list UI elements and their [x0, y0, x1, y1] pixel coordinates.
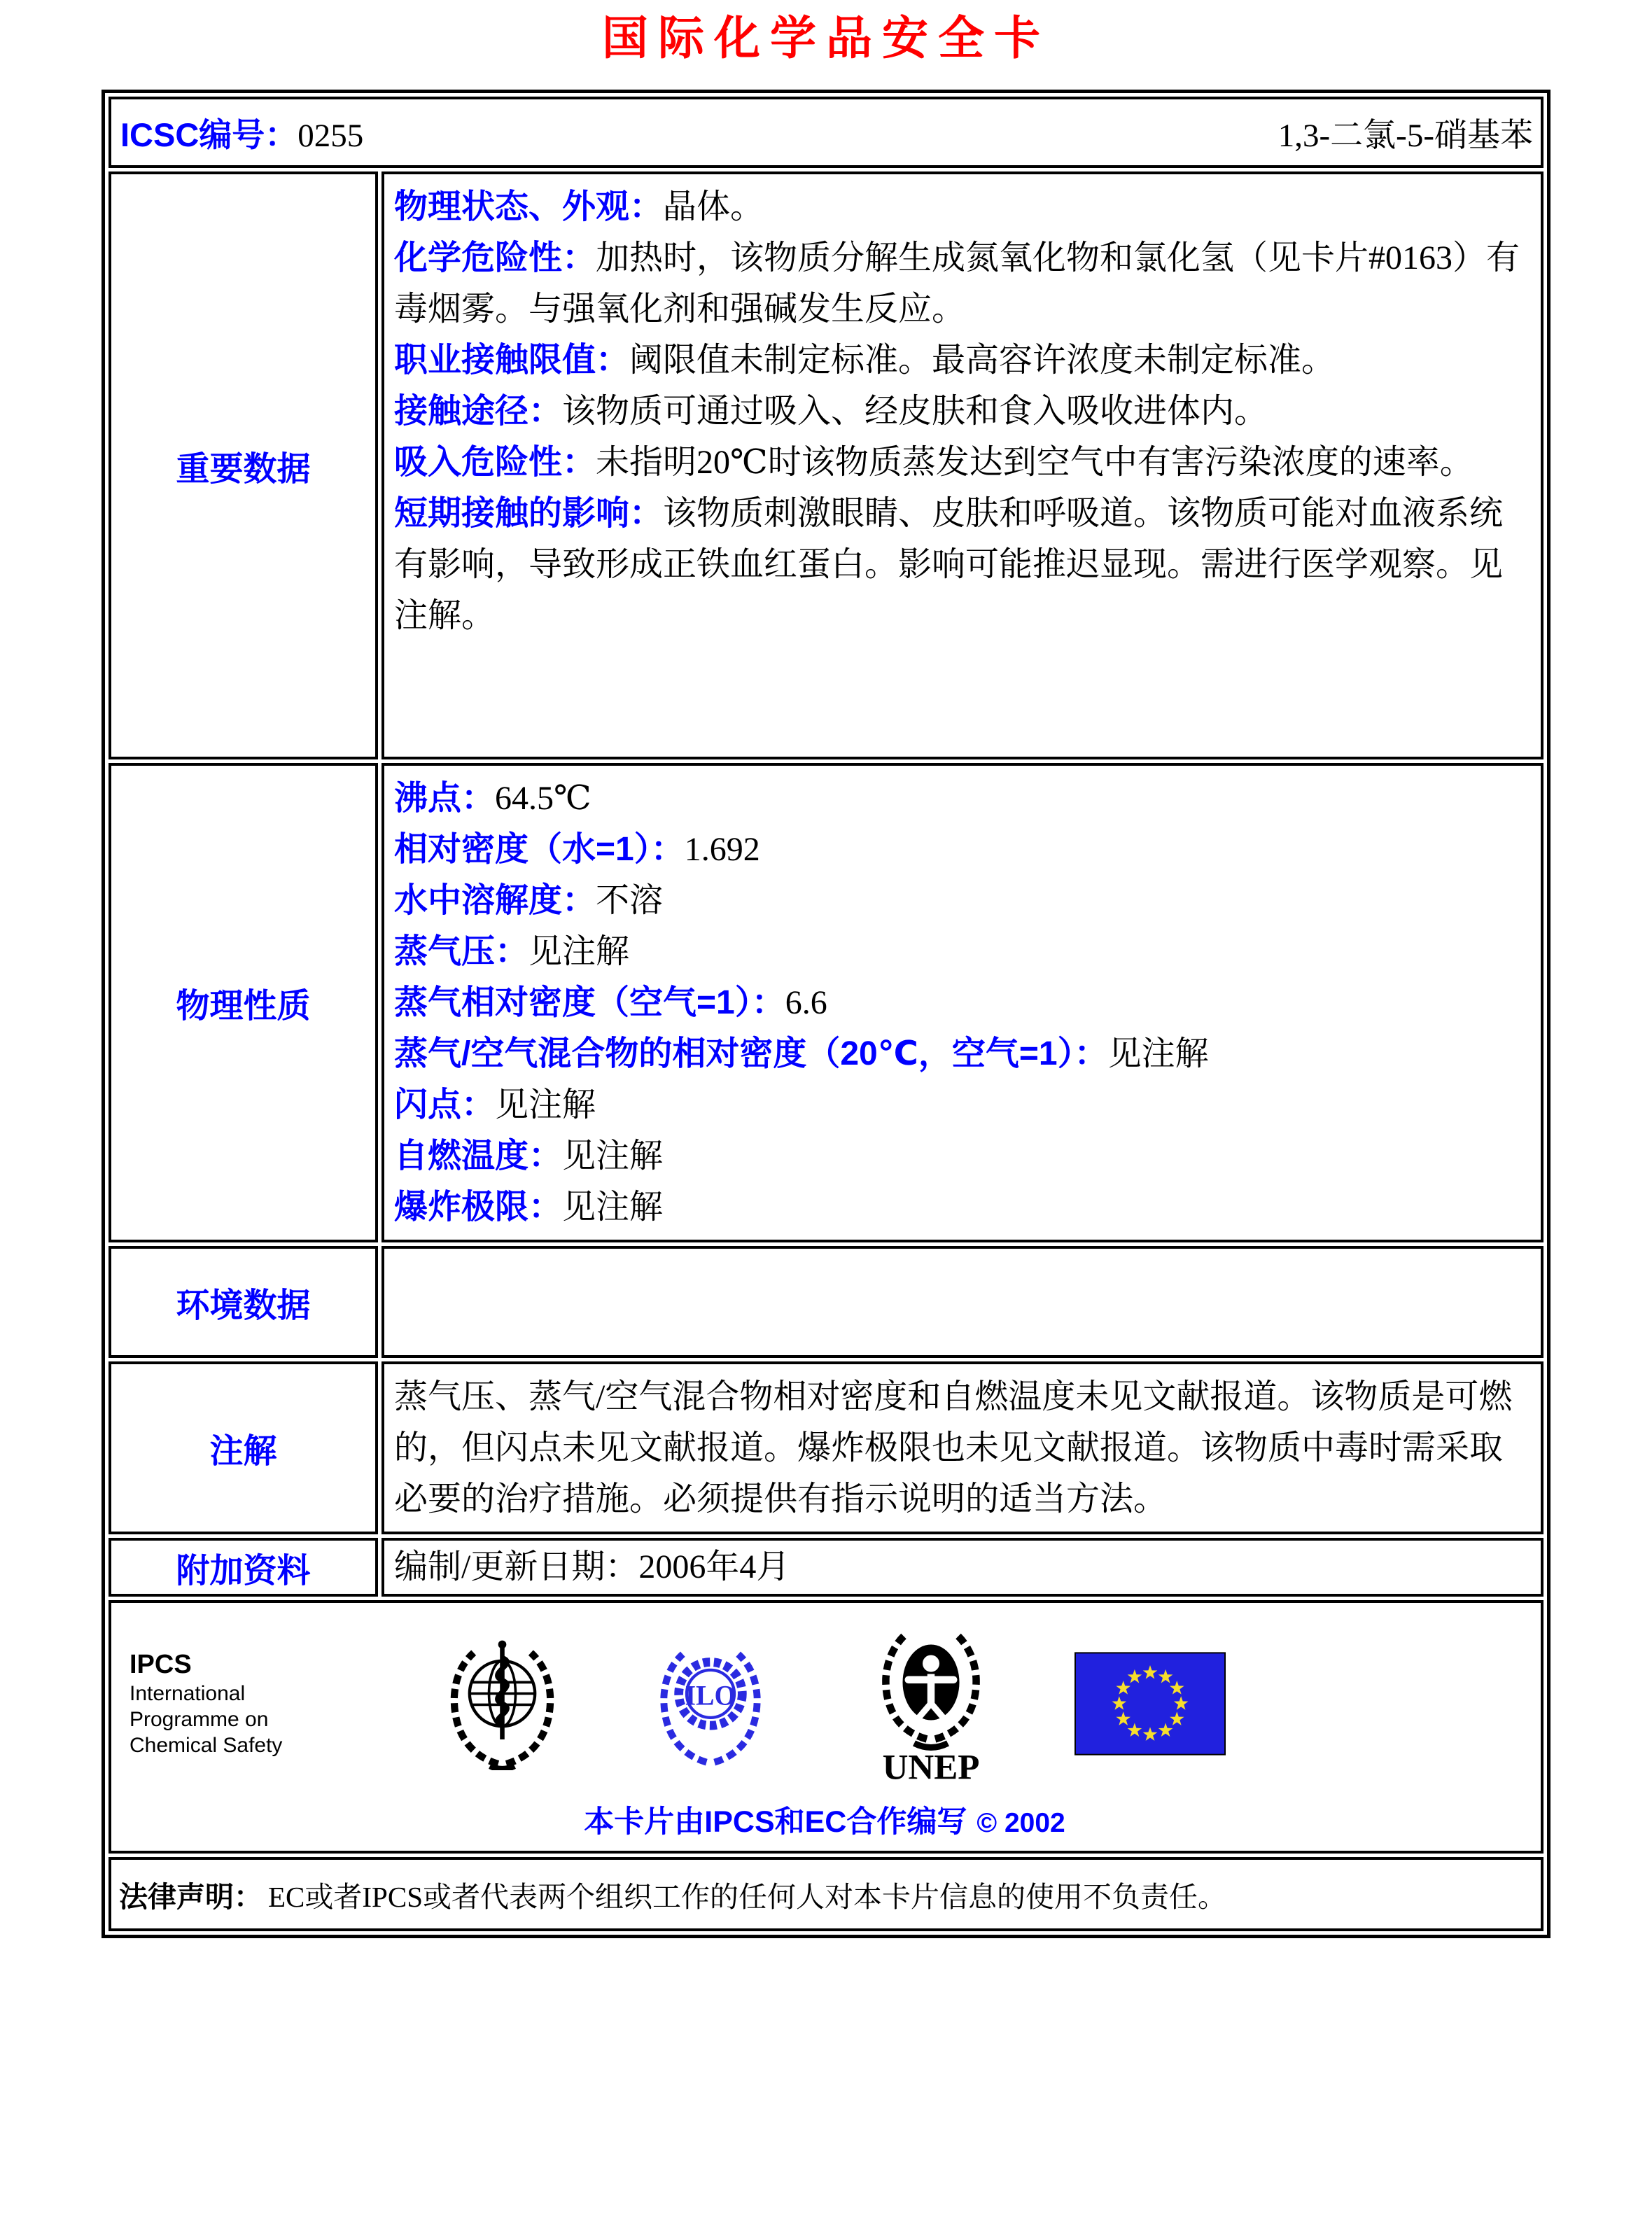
field-row [394, 1028, 1531, 1079]
field-value: 见注解 [562, 1189, 664, 1226]
field-label: 蒸气压： [394, 933, 529, 970]
unep-wordmark: UNEP [882, 1748, 980, 1786]
field-label: 闪点： [394, 1086, 496, 1123]
field-label: 自燃温度： [394, 1137, 563, 1175]
section-label-physical-properties: 物理性质 [108, 763, 378, 1242]
section-label-important-data: 重要数据 [108, 171, 378, 759]
chemical-name: 1,3-二氯-5-硝基苯 [1278, 117, 1533, 154]
field-label: 沸点： [394, 780, 496, 817]
page-title: 国际化学品安全卡 [602, 12, 1050, 64]
legal-row [108, 1857, 1544, 1931]
field-row [394, 488, 1531, 641]
field-value: 该物质刺激眼睛、皮肤和呼吸道。该物质可能对血液系统有影响，导致形成正铁血红蛋白。影响可能推迟显现。需进行医学观察。见注解。 [394, 495, 1504, 634]
field-label: 水中溶解度： [394, 882, 596, 919]
icsc-number-value: 0255 [298, 117, 364, 154]
legal-label: 法律声明： [119, 1880, 262, 1913]
field-value: 该物质可通过吸入、经皮肤和食入吸收进体内。 [562, 393, 1268, 430]
field-row [394, 824, 1531, 875]
ipcs-line: Programme on [130, 1708, 269, 1731]
additional-info-content: 编制/更新日期：2006年4月 [382, 1538, 1544, 1597]
who-logo-icon [441, 1637, 564, 1770]
field-label: 吸入危险性： [394, 444, 596, 481]
field-row [394, 386, 1531, 437]
field-row [394, 1182, 1531, 1233]
field-row [394, 232, 1531, 335]
field-value: 加热时，该物质分解生成氮氧化物和氯化氢（见卡片#0163）有毒烟雾。与强氧化剂和强碱发生反应。 [394, 239, 1520, 328]
field-label: 短期接触的影响： [394, 495, 664, 532]
section-label-environmental-data: 环境数据 [108, 1246, 378, 1358]
logos-strip [130, 1621, 1520, 1786]
field-label: 物理状态、外观： [394, 188, 664, 225]
additional-info-row [108, 1538, 1544, 1597]
field-label: 蒸气/空气混合物的相对密度（20℃，空气=1）： [394, 1035, 1108, 1072]
important-data-content [382, 171, 1544, 759]
icsc-number-group [120, 109, 363, 156]
field-label: 接触途径： [394, 393, 563, 430]
field-value: 晶体。 [663, 188, 764, 225]
legal-text: EC或者IPCS或者代表两个组织工作的任何人对本卡片信息的使用不负责任。 [268, 1880, 1226, 1913]
footer-caption [130, 1798, 1520, 1841]
field-row [394, 977, 1531, 1028]
field-value: 阈限值未制定标准。最高容许浓度未制定标准。 [629, 342, 1336, 379]
unep-logo-icon [868, 1621, 994, 1786]
physical-properties-content [382, 763, 1544, 1242]
ipcs-acronym: IPCS [130, 1650, 192, 1679]
field-value: 6.6 [785, 984, 827, 1021]
icsc-card-page [102, 10, 1550, 1938]
field-label: 职业接触限值： [394, 342, 630, 379]
section-label-additional-info: 附加资料 [108, 1538, 378, 1597]
field-value: 见注解 [562, 1137, 664, 1175]
environmental-data-row [108, 1246, 1544, 1358]
section-label-notes: 注解 [108, 1361, 378, 1534]
field-label: 化学危险性： [394, 239, 596, 276]
icsc-table [102, 90, 1550, 1938]
environmental-data-content [382, 1246, 1544, 1358]
field-row [394, 335, 1531, 386]
physical-properties-row [108, 763, 1544, 1242]
field-value: 未指明20℃时该物质蒸发达到空气中有害污染浓度的速率。 [596, 444, 1474, 481]
field-row [394, 1079, 1531, 1130]
field-value: 见注解 [495, 1086, 596, 1123]
footer-caption-text: 本卡片由IPCS和EC合作编写 [584, 1805, 967, 1839]
ipcs-line: Chemical Safety [130, 1734, 283, 1757]
field-row [394, 926, 1531, 977]
field-row [394, 773, 1531, 824]
logos-row [108, 1600, 1544, 1854]
ipcs-text-block [130, 1648, 336, 1758]
ilo-logo-icon [651, 1637, 770, 1770]
field-row [394, 875, 1531, 926]
field-value: 64.5℃ [495, 780, 592, 817]
field-label: 蒸气相对密度（空气=1）： [394, 984, 785, 1021]
field-value: 见注解 [528, 933, 630, 970]
field-row [394, 181, 1531, 232]
field-value: 1.692 [684, 831, 760, 868]
ilo-monogram: ILO [685, 1679, 736, 1711]
field-label: 相对密度（水=1）： [394, 831, 685, 868]
header-row [108, 97, 1544, 168]
field-value: 不溶 [596, 882, 664, 919]
ipcs-line: International [130, 1682, 246, 1705]
eu-flag-icon [1074, 1652, 1226, 1756]
field-value: 见注解 [1107, 1035, 1209, 1072]
notes-row [108, 1361, 1544, 1534]
field-row [394, 1130, 1531, 1182]
notes-content: 蒸气压、蒸气/空气混合物相对密度和自燃温度未见文献报道。该物质是可燃的，但闪点未见文献报道。爆炸极限也未见文献报道。该物质中毒时需采取必要的治疗措施。必须提供有指示说明的适当方法。 [382, 1361, 1544, 1534]
field-row [394, 437, 1531, 488]
footer-copyright: © 2002 [976, 1808, 1065, 1838]
field-label: 爆炸极限： [394, 1189, 563, 1226]
icsc-number-label: ICSC编号： [120, 115, 298, 153]
important-data-row [108, 171, 1544, 759]
